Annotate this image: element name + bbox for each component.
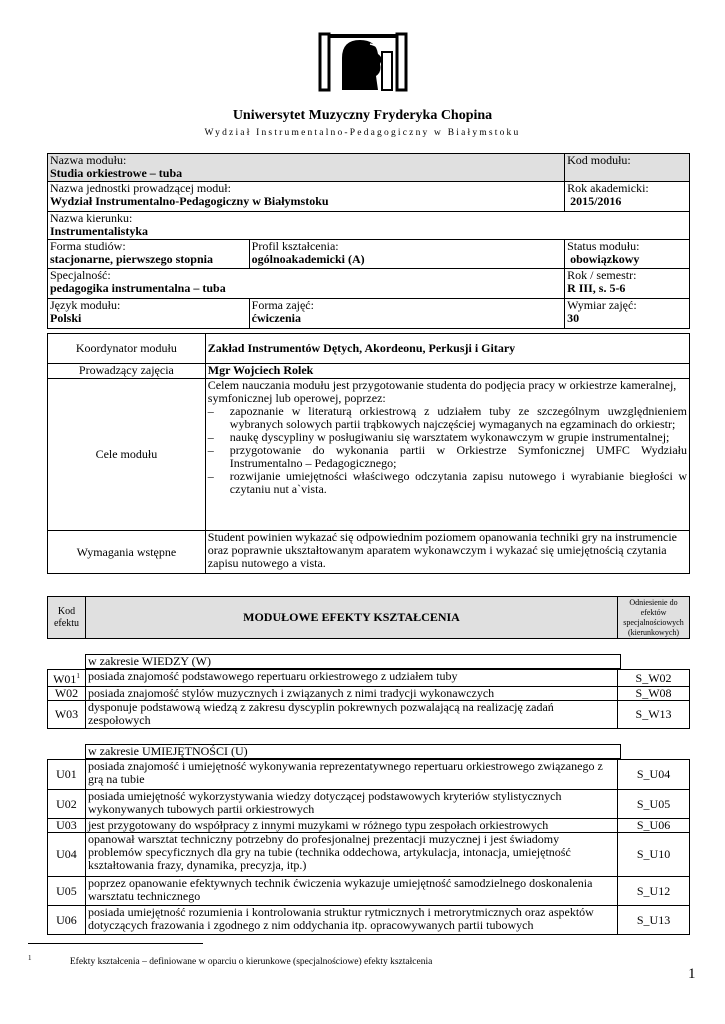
effect-code: U05 — [48, 877, 86, 906]
faculty-name: Wydział Instrumentalno-Pedagogiczny w Białymstoku — [204, 128, 521, 138]
coordinator-value: Zakład Instrumentów Dętych, Akordeonu, Perkusji i Gitary — [205, 334, 689, 364]
study-form-label: Forma studiów: — [50, 239, 126, 253]
semester: R III, s. 5-6 — [567, 281, 626, 295]
teacher-label: Prowadzący zajęcia — [48, 364, 206, 379]
effect-code: W02 — [48, 687, 86, 701]
year-cell — [565, 182, 690, 212]
university-logo — [318, 32, 408, 92]
semester-label: Rok / semestr: — [567, 268, 637, 282]
page-number: 1 — [688, 966, 696, 982]
semester-cell — [565, 269, 690, 299]
effects-reference-header: Odniesienie do efektów specjalnościowych (kierunkowych) — [618, 597, 690, 639]
module-code-cell — [565, 154, 690, 182]
teacher-value: Mgr Wojciech Rolek — [205, 364, 689, 379]
knowledge-heading: w zakresie WIEDZY (W) — [86, 655, 621, 669]
knowledge-table — [47, 669, 690, 729]
classes-form-label: Forma zajęć: — [251, 298, 314, 312]
module-name-cell — [48, 154, 565, 182]
knowledge-heading-table — [85, 654, 621, 669]
field-cell — [48, 212, 690, 240]
effect-reference: S_W02 — [618, 670, 690, 687]
effect-reference: S_U06 — [618, 819, 690, 833]
profile: ogólnoakademicki (A) — [251, 252, 365, 266]
goal-item: – rozwijanie umiejętności właściwego odczytania zapisu nutowego i wyrabianie biegłości w czytaniu nut a`vista. — [208, 470, 687, 496]
study-form: stacjonarne, pierwszego stopnia — [50, 252, 213, 266]
language: Polski — [50, 311, 82, 325]
study-form-cell — [48, 240, 250, 269]
skills-heading: w zakresie UMIEJĘTNOŚCI (U) — [86, 745, 621, 759]
module-info-table — [47, 153, 690, 329]
profile-cell — [249, 240, 564, 269]
language-label: Język modułu: — [50, 298, 121, 312]
effect-reference: S_W13 — [618, 701, 690, 729]
specialty-label: Specjalność: — [50, 268, 111, 282]
status: obowiązkowy — [570, 252, 640, 266]
specialty: pedagogika instrumentalna – tuba — [50, 281, 226, 295]
goals-label: Cele modułu — [48, 379, 206, 531]
field-name: Instrumentalistyka — [50, 224, 149, 238]
language-cell — [48, 299, 250, 329]
table-row — [48, 906, 690, 935]
effect-code: U04 — [48, 833, 86, 877]
effect-reference: S_U04 — [618, 760, 690, 790]
skills-heading-table — [85, 744, 621, 759]
hours: 30 — [567, 311, 580, 325]
table-row — [48, 819, 690, 833]
effect-code: U02 — [48, 790, 86, 819]
effect-text: posiada znajomość podstawowego repertuaru orkiestrowego z udziałem tuby — [85, 670, 617, 687]
effect-text: poprzez opanowanie efektywnych technik ćwiczenia wykazuje umiejętność samodzielnego doskonalenia warsztatu technicznego — [85, 877, 617, 906]
goal-item: – przygotowanie do wykonania partii w Orkiestrze Symfonicznej UMFC Wydziału Instrumentalno – Pedagogicznego; — [208, 444, 687, 470]
module-code-label: Kod modułu: — [567, 153, 631, 167]
effect-text: posiada znajomość i umiejętność wykonywania reprezentatywnego repertuaru orkiestrowego związanego z grą na tubie — [85, 760, 617, 790]
specialty-cell — [48, 269, 565, 299]
effects-title: MODUŁOWE EFEKTY KSZTAŁCENIA — [85, 597, 617, 639]
classes-form-cell — [249, 299, 564, 329]
effect-code: U06 — [48, 906, 86, 935]
table-row — [48, 833, 690, 877]
table-row — [48, 670, 690, 687]
module-details-table — [47, 333, 690, 574]
goals-list — [208, 405, 687, 496]
effect-reference: S_U13 — [618, 906, 690, 935]
effect-text: posiada znajomość stylów muzycznych i związanych z nimi tradycji wykonawczych — [85, 687, 617, 701]
status-label: Status modułu: — [567, 239, 640, 253]
coordinator-label: Koordynator modułu — [48, 334, 206, 364]
effect-text: jest przygotowany do współpracy z innymi muzykami w różnego typu zespołach orkiestrowych — [85, 819, 617, 833]
unit-name: Wydział Instrumentalno-Pedagogiczny w Białymstoku — [50, 194, 329, 208]
requirements-label: Wymagania wstępne — [48, 531, 206, 574]
table-row — [48, 760, 690, 790]
status-cell — [565, 240, 690, 269]
profile-label: Profil kształcenia: — [251, 239, 339, 253]
requirements-value: Student powinien wykazać się odpowiednim poziomem opanowania techniki gry na instrumencie oraz poprawnie ukształtowanym aparatem wykonawczym i wykazać się umiejętnością czytania zapisu nutowego a vista. — [205, 531, 689, 574]
effect-code-header: Kod efektu — [48, 597, 86, 639]
module-name: Studia orkiestrowe – tuba — [50, 166, 183, 180]
unit-label: Nazwa jednostki prowadzącej moduł: — [50, 181, 231, 195]
effect-text: dysponuje podstawową wiedzą z zakresu dyscyplin pokrewnych pozwalającą na realizację zadań zespołowych — [85, 701, 617, 729]
effect-text: posiada umiejętność rozumienia i kontrolowania struktur rytmicznych i metrorytmicznych oraz aspektów dotyczących frazowania i zgodnego z nim oddychania itp. opracowywanych partii tubowych — [85, 906, 617, 935]
effect-code: W03 — [48, 701, 86, 729]
classes-form: ćwiczenia — [251, 311, 301, 325]
hours-label: Wymiar zajęć: — [567, 298, 637, 312]
footnote — [28, 954, 432, 967]
effect-text: posiada umiejętność wykorzystywania wiedzy dotyczącej podstawowych kryteriów stylistycznych wykonywanych tubowych partii orkiestrowych — [85, 790, 617, 819]
field-label: Nazwa kierunku: — [50, 211, 133, 225]
effect-code: $W01^1$ — [48, 670, 86, 687]
footnote-number: 1 — [28, 954, 32, 962]
goal-item: – zapoznanie w literaturą orkiestrową z udziałem tuby ze szczególnym uwzględnieniem wybranych solowych partii trąbkowych najczęściej wymaganych na egzaminach do orkiestr; — [208, 405, 687, 431]
effect-reference: S_U12 — [618, 877, 690, 906]
table-row — [48, 701, 690, 729]
effect-reference: S_U10 — [618, 833, 690, 877]
unit-cell — [48, 182, 565, 212]
effect-text: opanował warsztat techniczny potrzebny do profesjonalnej prezentacji muzycznej i jest świadomy problemów specyficznych dla gry na tubie (technika oddechowa, artykulacja, intonacja, umiejętność kształtowania frazy, dynamika, precyzja, itp.) — [85, 833, 617, 877]
year-label: Rok akademicki: — [567, 181, 649, 195]
effect-code: U01 — [48, 760, 86, 790]
goals-intro: Celem nauczania modułu jest przygotowanie studenta do podjęcia pracy w orkiestrze kameralnej, symfonicznej lub operowej, poprzez: — [207, 378, 677, 405]
hours-cell — [565, 299, 690, 329]
effect-reference: S_U05 — [618, 790, 690, 819]
footnote-ref: 1 — [76, 672, 80, 680]
table-row — [48, 790, 690, 819]
academic-year: 2015/2016 — [570, 194, 622, 208]
table-row — [48, 687, 690, 701]
module-name-label: Nazwa modułu: — [50, 153, 127, 167]
skills-table — [47, 759, 690, 935]
effect-code: U03 — [48, 819, 86, 833]
goals-cell — [205, 379, 689, 531]
table-row — [48, 877, 690, 906]
footnote-separator — [28, 943, 203, 944]
effect-reference: S_W08 — [618, 687, 690, 701]
university-name: Uniwersytet Muzyczny Fryderyka Chopina — [232, 108, 493, 123]
goal-item: – naukę dyscypliny w posługiwaniu się warsztatem wykonawczym w grupie instrumentalnej; — [208, 431, 687, 444]
effects-header-table — [47, 596, 690, 639]
footnote-text: Efekty kształcenia – definiowane w oparciu o kierunkowe (specjalnościowe) efekty kształcenia — [69, 957, 433, 968]
